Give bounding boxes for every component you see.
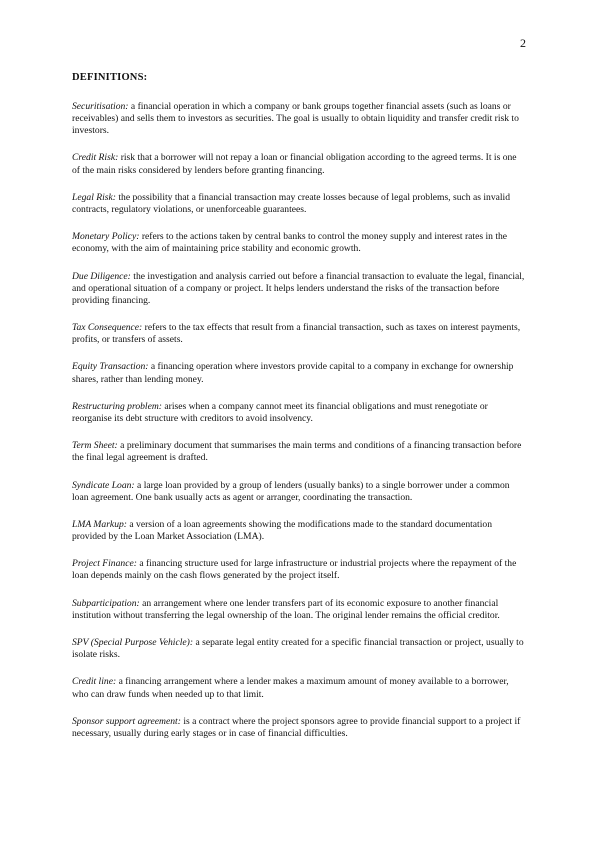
definition-due-diligence bbox=[72, 271, 526, 307]
definition-term: Syndicate Loan: bbox=[72, 479, 135, 491]
definition-text: a financing structure used for large infrastructure or industrial projects where the repayment of the loan depends mainly on the cash flows generated by the project itself. bbox=[72, 558, 517, 582]
definition-term: Project Finance: bbox=[72, 558, 137, 570]
definition-term: Credit line: bbox=[72, 676, 117, 688]
definition-text: a version of a loan agreements showing the modifications made to the standard documentation provided by the Loan Market Association (LMA). bbox=[72, 518, 492, 543]
definitions-list bbox=[72, 101, 526, 755]
definition-term: Tax Consequence: bbox=[72, 322, 143, 334]
definition-term: Restructuring problem: bbox=[72, 400, 162, 412]
definition-credit-line bbox=[72, 676, 526, 700]
definition-text: a financing arrangement where a lender makes a maximum amount of money available to a borrower, who can draw funds when needed up to that limit. bbox=[72, 676, 509, 700]
definition-tax-consequence bbox=[72, 322, 526, 346]
definition-term: Due Diligence: bbox=[72, 270, 131, 282]
definition-project-finance bbox=[72, 558, 526, 582]
definition-text: the possibility that a financial transaction may create losses because of legal problems, such as invalid contracts, regulatory violations, or unenforceable guarantees. bbox=[72, 191, 510, 215]
definition-credit-risk bbox=[72, 152, 526, 176]
definition-text: a large loan provided by a group of lenders (usually banks) to a single borrower under a common loan agreement. One bank usually acts as agent or arranger, coordinating the transaction. bbox=[72, 479, 510, 503]
definition-term: Securitisation: bbox=[72, 101, 129, 112]
definition-text: an arrangement where one lender transfers part of its economic exposure to another financial institution without transferring the legal ownership of the loan. The original lender remains the official creditor. bbox=[72, 597, 500, 621]
definition-term: Equity Transaction: bbox=[72, 361, 149, 373]
definition-text: a preliminary document that summarises the main terms and conditions of a financing transaction before the final legal agreement is drafted. bbox=[72, 440, 522, 464]
definition-sponsor-support-agreement bbox=[72, 716, 526, 740]
definition-spv bbox=[72, 637, 526, 661]
definition-monetary-policy bbox=[72, 231, 526, 255]
definition-subparticipation bbox=[72, 598, 526, 622]
definitions-heading: DEFINITIONS: bbox=[72, 72, 148, 83]
definition-term: Sponsor support agreement: bbox=[72, 715, 181, 727]
definition-text: refers to the actions taken by central banks to control the money supply and interest rates in the economy, with the aim of maintaining price stability and economic growth. bbox=[72, 231, 508, 255]
definition-text: a separate legal entity created for a specific financial transaction or project, usually to isolate risks. bbox=[72, 637, 524, 661]
definition-equity-transaction bbox=[72, 361, 526, 385]
definition-text: arises when a company cannot meet its financial obligations and must renegotiate or reorganise its debt structure with creditors to avoid insolvency. bbox=[72, 400, 488, 424]
definition-term: Monetary Policy: bbox=[72, 231, 140, 243]
definition-text: refers to the tax effects that result from a financial transaction, such as taxes on interest payments, profits, or transfers of assets. bbox=[72, 322, 521, 346]
definition-term: Credit Risk: bbox=[72, 152, 119, 164]
definition-restructuring-problem bbox=[72, 401, 526, 425]
definition-text: is a contract where the project sponsors agree to provide financial support to a project if necessary, usually during early stages or in case of financial difficulties. bbox=[72, 715, 521, 739]
definition-term: Subparticipation: bbox=[72, 597, 140, 609]
page-number: 2 bbox=[520, 36, 526, 50]
definition-term: Legal Risk: bbox=[72, 191, 116, 203]
definition-text: a financial operation in which a company or bank groups together financial assets (such as loans or receivables) and sells them to investors as securities. The goal is usually to obtain liquidity and transfer credit risk to investors. bbox=[72, 101, 519, 137]
definition-text: a financing operation where investors provide capital to a company in exchange for ownership shares, rather than lending money. bbox=[72, 361, 514, 385]
definition-text: risk that a borrower will not repay a loan or financial obligation according to the agreed terms. It is one of the main risks considered by lenders before granting financing. bbox=[72, 152, 517, 176]
definition-legal-risk bbox=[72, 192, 526, 216]
definition-syndicate-loan bbox=[72, 480, 526, 504]
definition-term: SPV (Special Purpose Vehicle): bbox=[72, 637, 194, 649]
definition-term: LMA Markup: bbox=[72, 518, 127, 530]
definition-term-sheet bbox=[72, 440, 526, 464]
definition-text: the investigation and analysis carried out before a financial transaction to evaluate the legal, financial, and operational situation of a company or project. It helps lenders understand the risks of the transaction before providing financing. bbox=[72, 270, 525, 306]
definition-lma-markup bbox=[72, 519, 526, 543]
definition-term: Term Sheet: bbox=[72, 440, 118, 452]
definition-securitisation bbox=[72, 101, 526, 137]
